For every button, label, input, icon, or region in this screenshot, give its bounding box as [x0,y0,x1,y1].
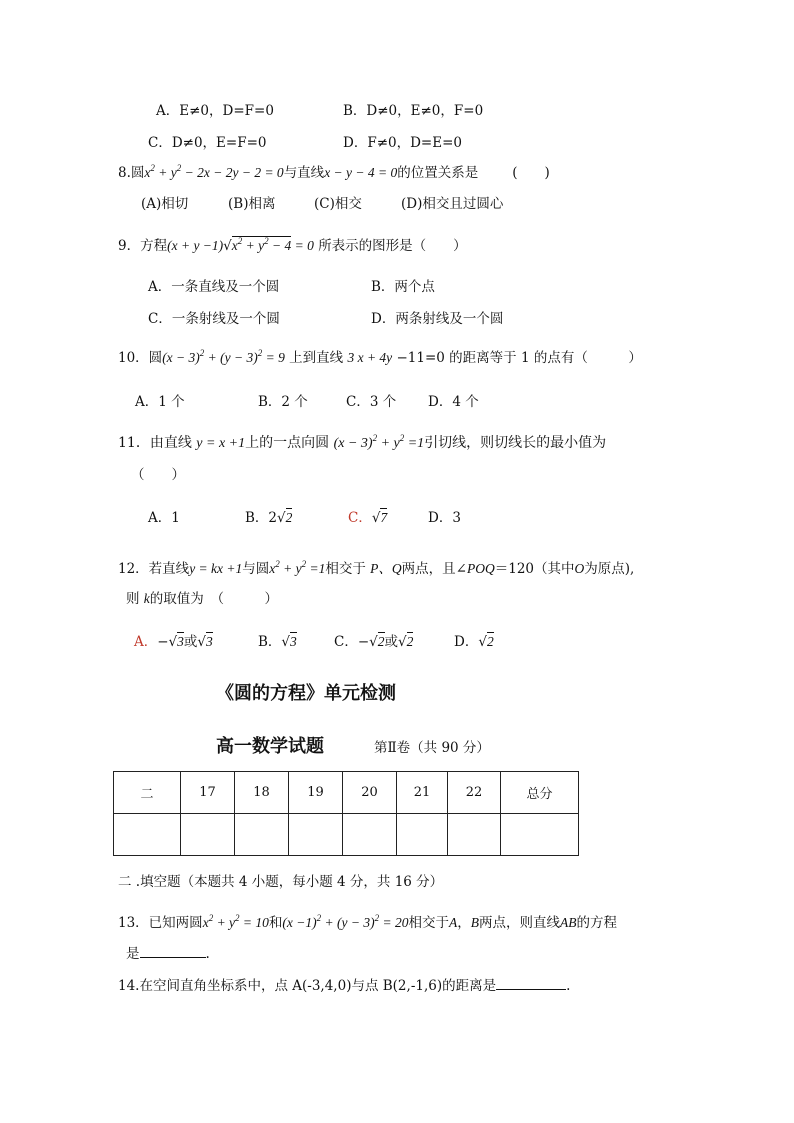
q11-option-c: C．√7 [348,510,388,526]
q9-option: C．一条射线及一个圆 [148,311,280,327]
q10-option: B．2 个 [258,394,308,410]
q9-option: A．一条直线及一个圆 [148,279,280,295]
q12-stem-line2: 则 k的取值为 （ ） [126,591,279,607]
section-heading: 二 .填空题（本题共 4 小题，每小题 4 分，共 16 分） [118,874,444,890]
score-table [113,771,579,856]
q11-option-b: B．2√2 [245,510,293,526]
score-cell [343,814,397,856]
score-cell [397,814,448,856]
q8-option: (C)相交 [314,196,362,212]
q7-option-c: C．D≠0，E=F=0 [148,135,267,151]
score-header-cell: 22 [448,772,501,814]
q12-stem: 12．若直线y = kx +1与圆$x^2 + y^2 =1$相交于 P、Q两点，且∠POQ＝120（其中O为原点), [118,559,635,577]
q12-option-c: C．−√2或√2 [334,634,414,650]
q11-paren: （ ） [131,467,185,483]
q7-option-b: B．D≠0，E≠0，F=0 [343,103,484,119]
q7-option-d: D．F≠0，D=E=0 [343,135,462,151]
score-cell [235,814,289,856]
q10-option: C．3 个 [346,394,397,410]
q9-option: B．两个点 [371,279,435,295]
score-header-cell: 总分 [501,772,579,814]
q12-option-d: D．√2 [454,634,494,650]
score-table-header-row [114,772,579,814]
score-header-cell: 20 [343,772,397,814]
q10-option: D．4 个 [428,394,479,410]
q7-option-a: A．E≠0，D=F=0 [156,103,274,119]
page-subtitle: 高一数学试题 [216,736,324,757]
q8-option: (B)相离 [228,196,276,212]
q8-stem: 8.圆$x^2 + y^2 - 2x - 2y - 2 = 0$与直线x − y − 4 = 0的位置关系是 ( ) [118,163,550,181]
score-header-cell: 21 [397,772,448,814]
page-title: 《圆的方程》单元检测 [216,683,396,704]
q11-option-d: D．3 [428,510,461,526]
q8-option: (A)相切 [141,196,189,212]
score-header-cell: 19 [289,772,343,814]
score-header-cell: 17 [181,772,235,814]
q12-option-b: B．√3 [258,634,297,650]
volume-label: 第Ⅱ卷（共 90 分） [374,740,490,756]
q14-answer-blank[interactable] [496,976,566,990]
score-cell [448,814,501,856]
score-cell [289,814,343,856]
q10-option: A．1 个 [135,394,185,410]
q12-option-a: A．−√3或√3 [134,634,213,650]
score-header-cell: 二 [114,772,181,814]
q8-option: (D)相交且过圆心 [401,196,504,212]
q13-answer-blank[interactable] [140,944,206,958]
q14-stem: 14.在空间直角坐标系中，点 A(-3,4,0)与点 B(2,-1,6)的距离是 . [118,978,571,994]
score-cell [501,814,579,856]
q13-stem: 13．已知两圆$x^2 + y^2 = 10$和$(x -1)^2 + (y - 3)^2 = 20$相交于A，B两点，则直线AB的方程 [118,913,617,931]
score-header-cell: 18 [235,772,289,814]
q9-stem: 9．方程$(x + y -1)√x^2 + y^2 - 4 = 0$ 所表示的图形是（ ） [118,236,467,254]
score-cell [114,814,181,856]
q10-stem: 10．圆$(x - 3)^2 + (y - 3)^2 = 9$ 上到直线 3 x + 4y −11=0 的距离等于 1 的点有（ ） [118,348,642,366]
q11-option-a: A．1 [148,510,180,526]
score-table-row [114,814,579,856]
q11-stem: 11．由直线 y = x +1上的一点向圆 $(x - 3)^2 + y^2 =1$引切线，则切线长的最小值为 [118,433,607,451]
score-cell [181,814,235,856]
q13-line2: 是 . [126,946,210,962]
q9-option: D．两条射线及一个圆 [371,311,504,327]
